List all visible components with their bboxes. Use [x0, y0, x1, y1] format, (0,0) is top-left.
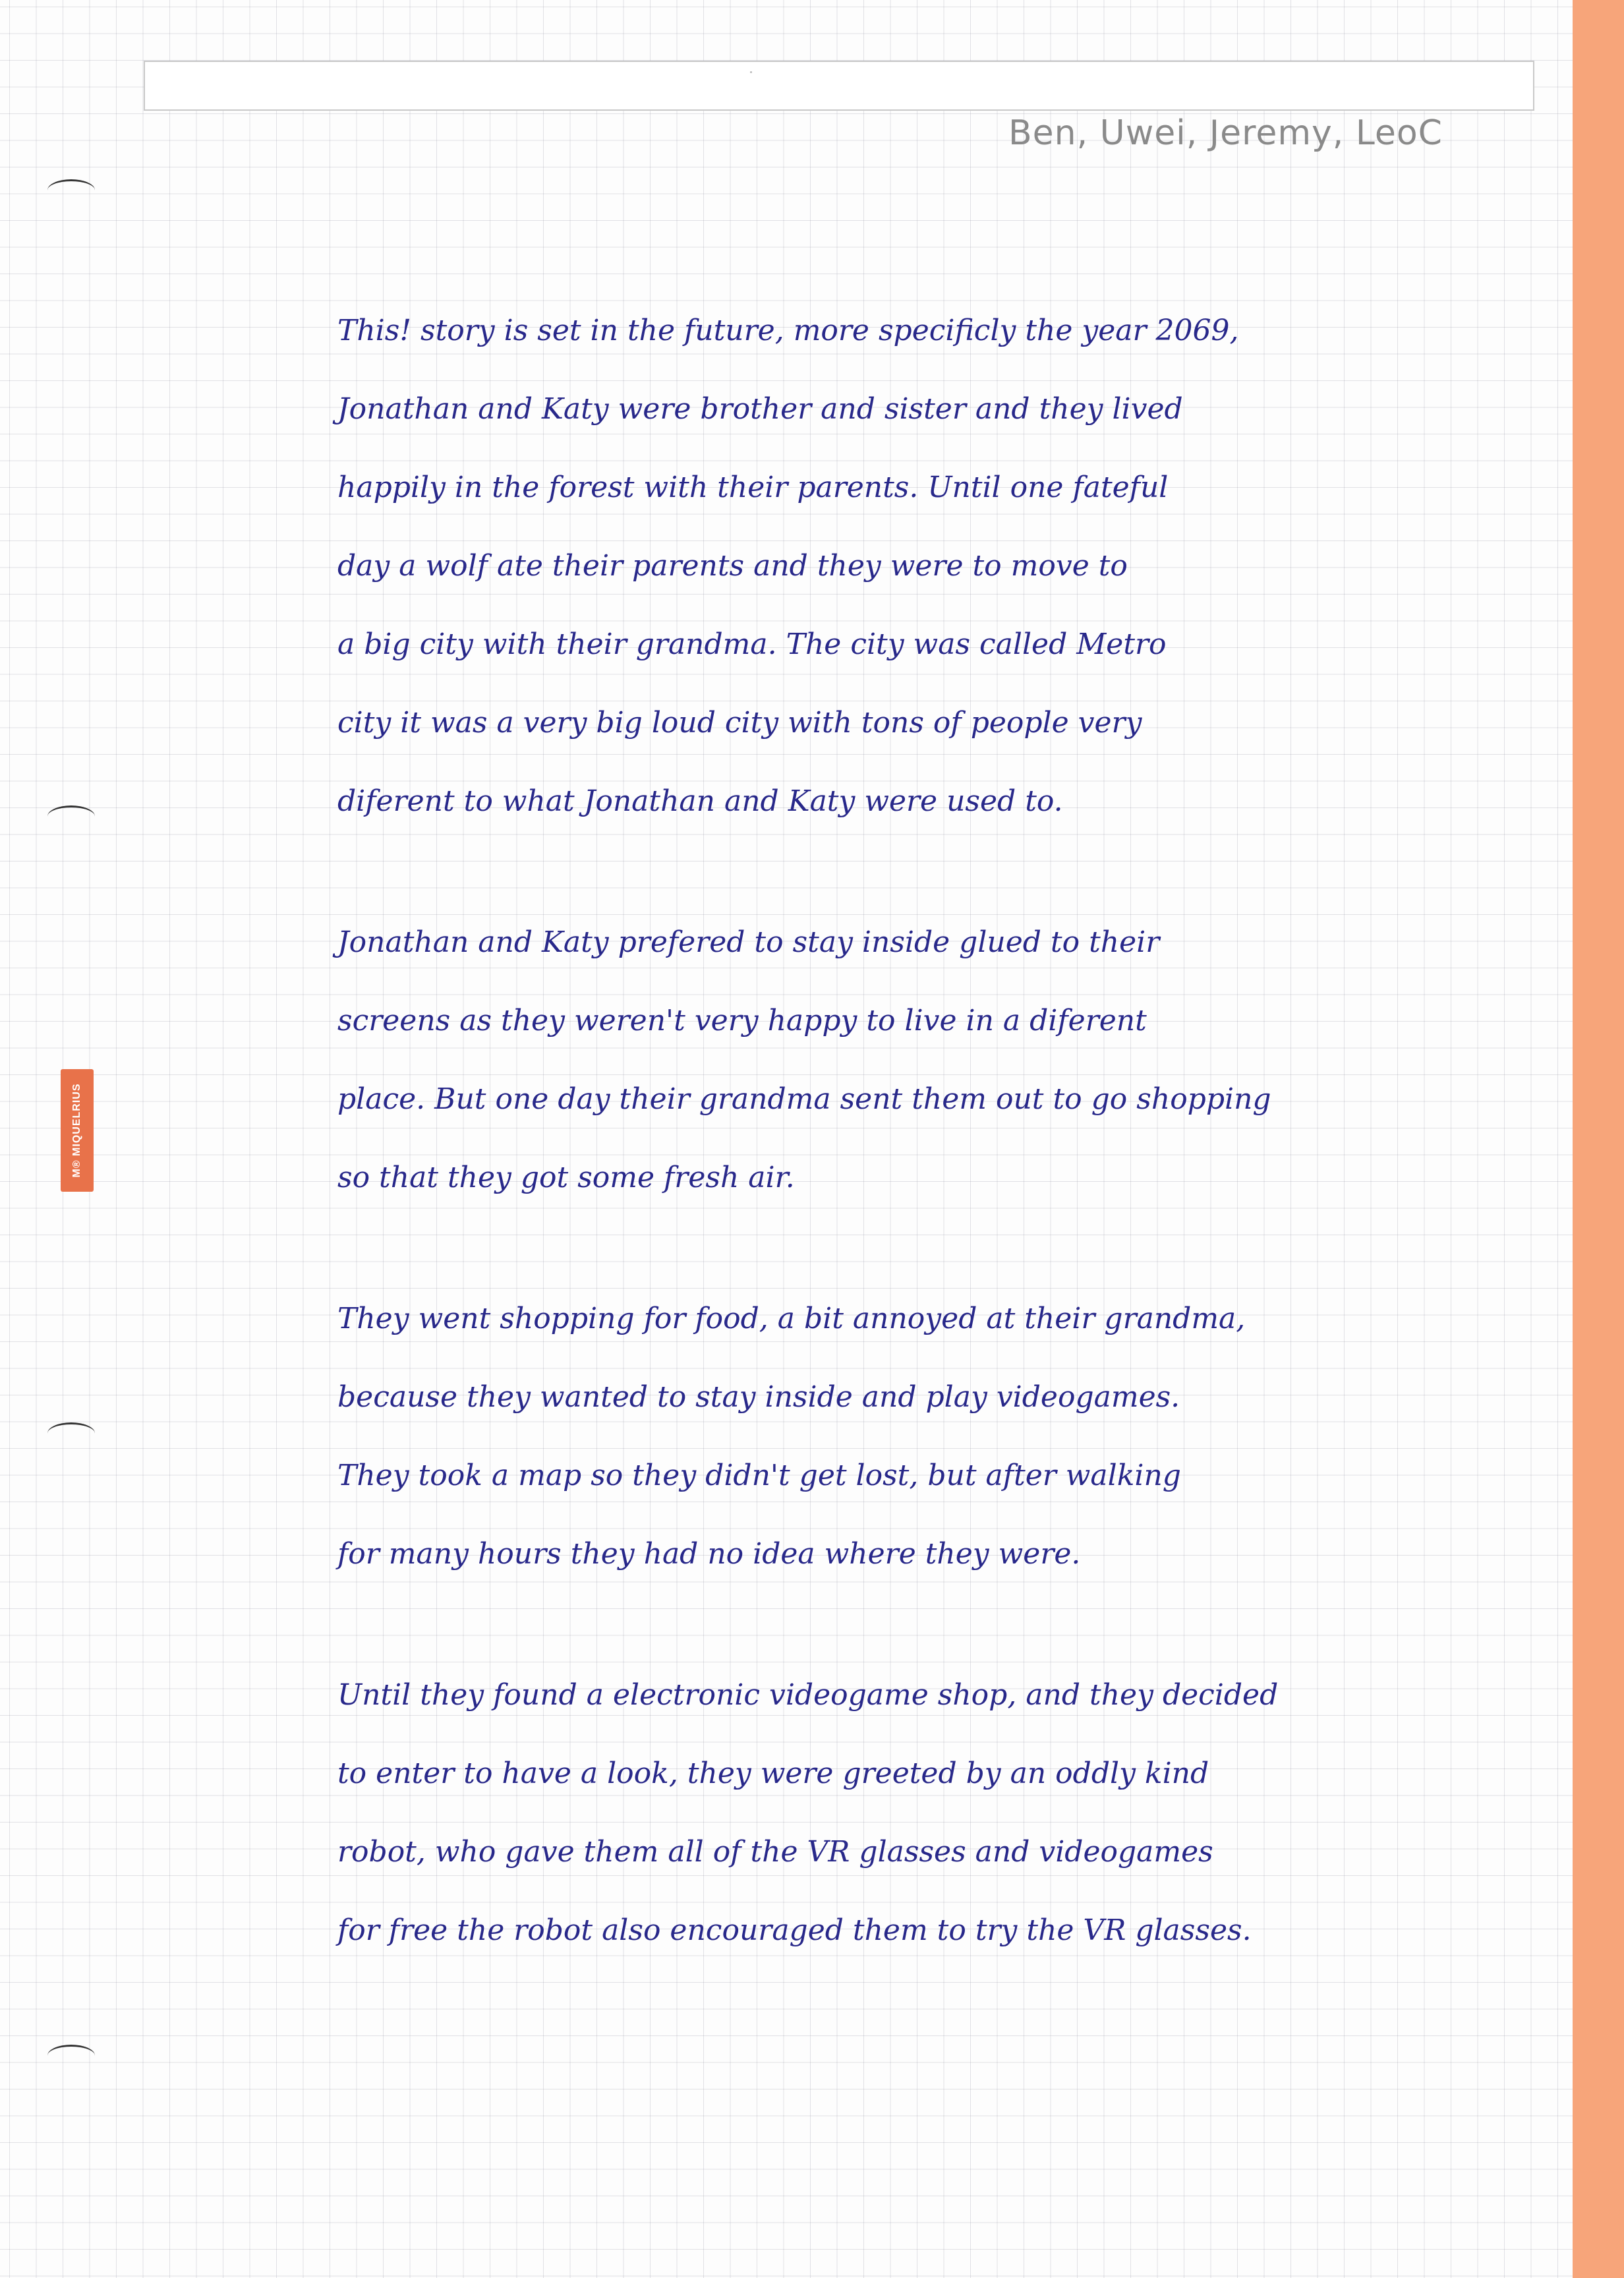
story-line: to enter to have a look, they were greeted by an oddly kind	[337, 1757, 1209, 1790]
story-line: This! story is set in the future, more specificly the year 2069,	[337, 314, 1239, 347]
paragraph-2	[337, 903, 1511, 1217]
story-line: for many hours they had no idea where they were.	[337, 1537, 1081, 1571]
story-text	[337, 291, 1511, 1970]
paragraph-4	[337, 1656, 1511, 1970]
paragraph-3	[337, 1279, 1511, 1593]
paragraph-gap	[337, 1217, 1511, 1279]
story-line: screens as they weren't very happy to live in a diferent	[337, 1004, 1147, 1037]
story-line: happily in the forest with their parents. Until one fateful	[337, 471, 1169, 504]
paper-edge-stripe	[1573, 0, 1624, 2278]
story-line: for free the robot also encouraged them to try the VR glasses.	[337, 1913, 1252, 1947]
story-line: Jonathan and Katy were brother and sister and they lived	[337, 392, 1183, 426]
story-line: place. But one day their grandma sent them out to go shopping	[337, 1082, 1271, 1116]
binder-hole-mark-4	[47, 2045, 95, 2066]
binder-hole-mark-1	[47, 179, 95, 201]
story-line: a big city with their grandma. The city was called Metro	[337, 628, 1167, 661]
author-names: Ben, Uwei, Jeremy, LeoC	[1008, 113, 1443, 153]
story-line: robot, who gave them all of the VR glasses and videogames	[337, 1835, 1213, 1869]
title-box	[144, 61, 1534, 111]
story-line: Jonathan and Katy prefered to stay inside glued to their	[337, 925, 1160, 959]
story-line: city it was a very big loud city with tons of people very	[337, 706, 1142, 740]
binder-hole-mark-2	[47, 805, 95, 827]
paragraph-gap	[337, 840, 1511, 903]
story-line: day a wolf ate their parents and they were to move to	[337, 549, 1128, 583]
story-line: because they wanted to stay inside and play videogames.	[337, 1380, 1180, 1414]
brand-logo-tab	[61, 1069, 94, 1192]
binder-hole-mark-3	[47, 1422, 95, 1444]
story-line: Until they found a electronic videogame shop, and they decided	[337, 1678, 1279, 1712]
title-box-mark	[750, 71, 752, 73]
story-line: They took a map so they didn't get lost, but after walking	[337, 1459, 1181, 1492]
story-line: diferent to what Jonathan and Katy were used to.	[337, 784, 1063, 818]
brand-label: M® MIQUELRIUS	[71, 1083, 82, 1178]
story-line: They went shopping for food, a bit annoyed at their grandma,	[337, 1302, 1246, 1335]
paragraph-gap	[337, 1593, 1511, 1656]
paragraph-1	[337, 291, 1511, 840]
story-line: so that they got some fresh air.	[337, 1161, 795, 1194]
